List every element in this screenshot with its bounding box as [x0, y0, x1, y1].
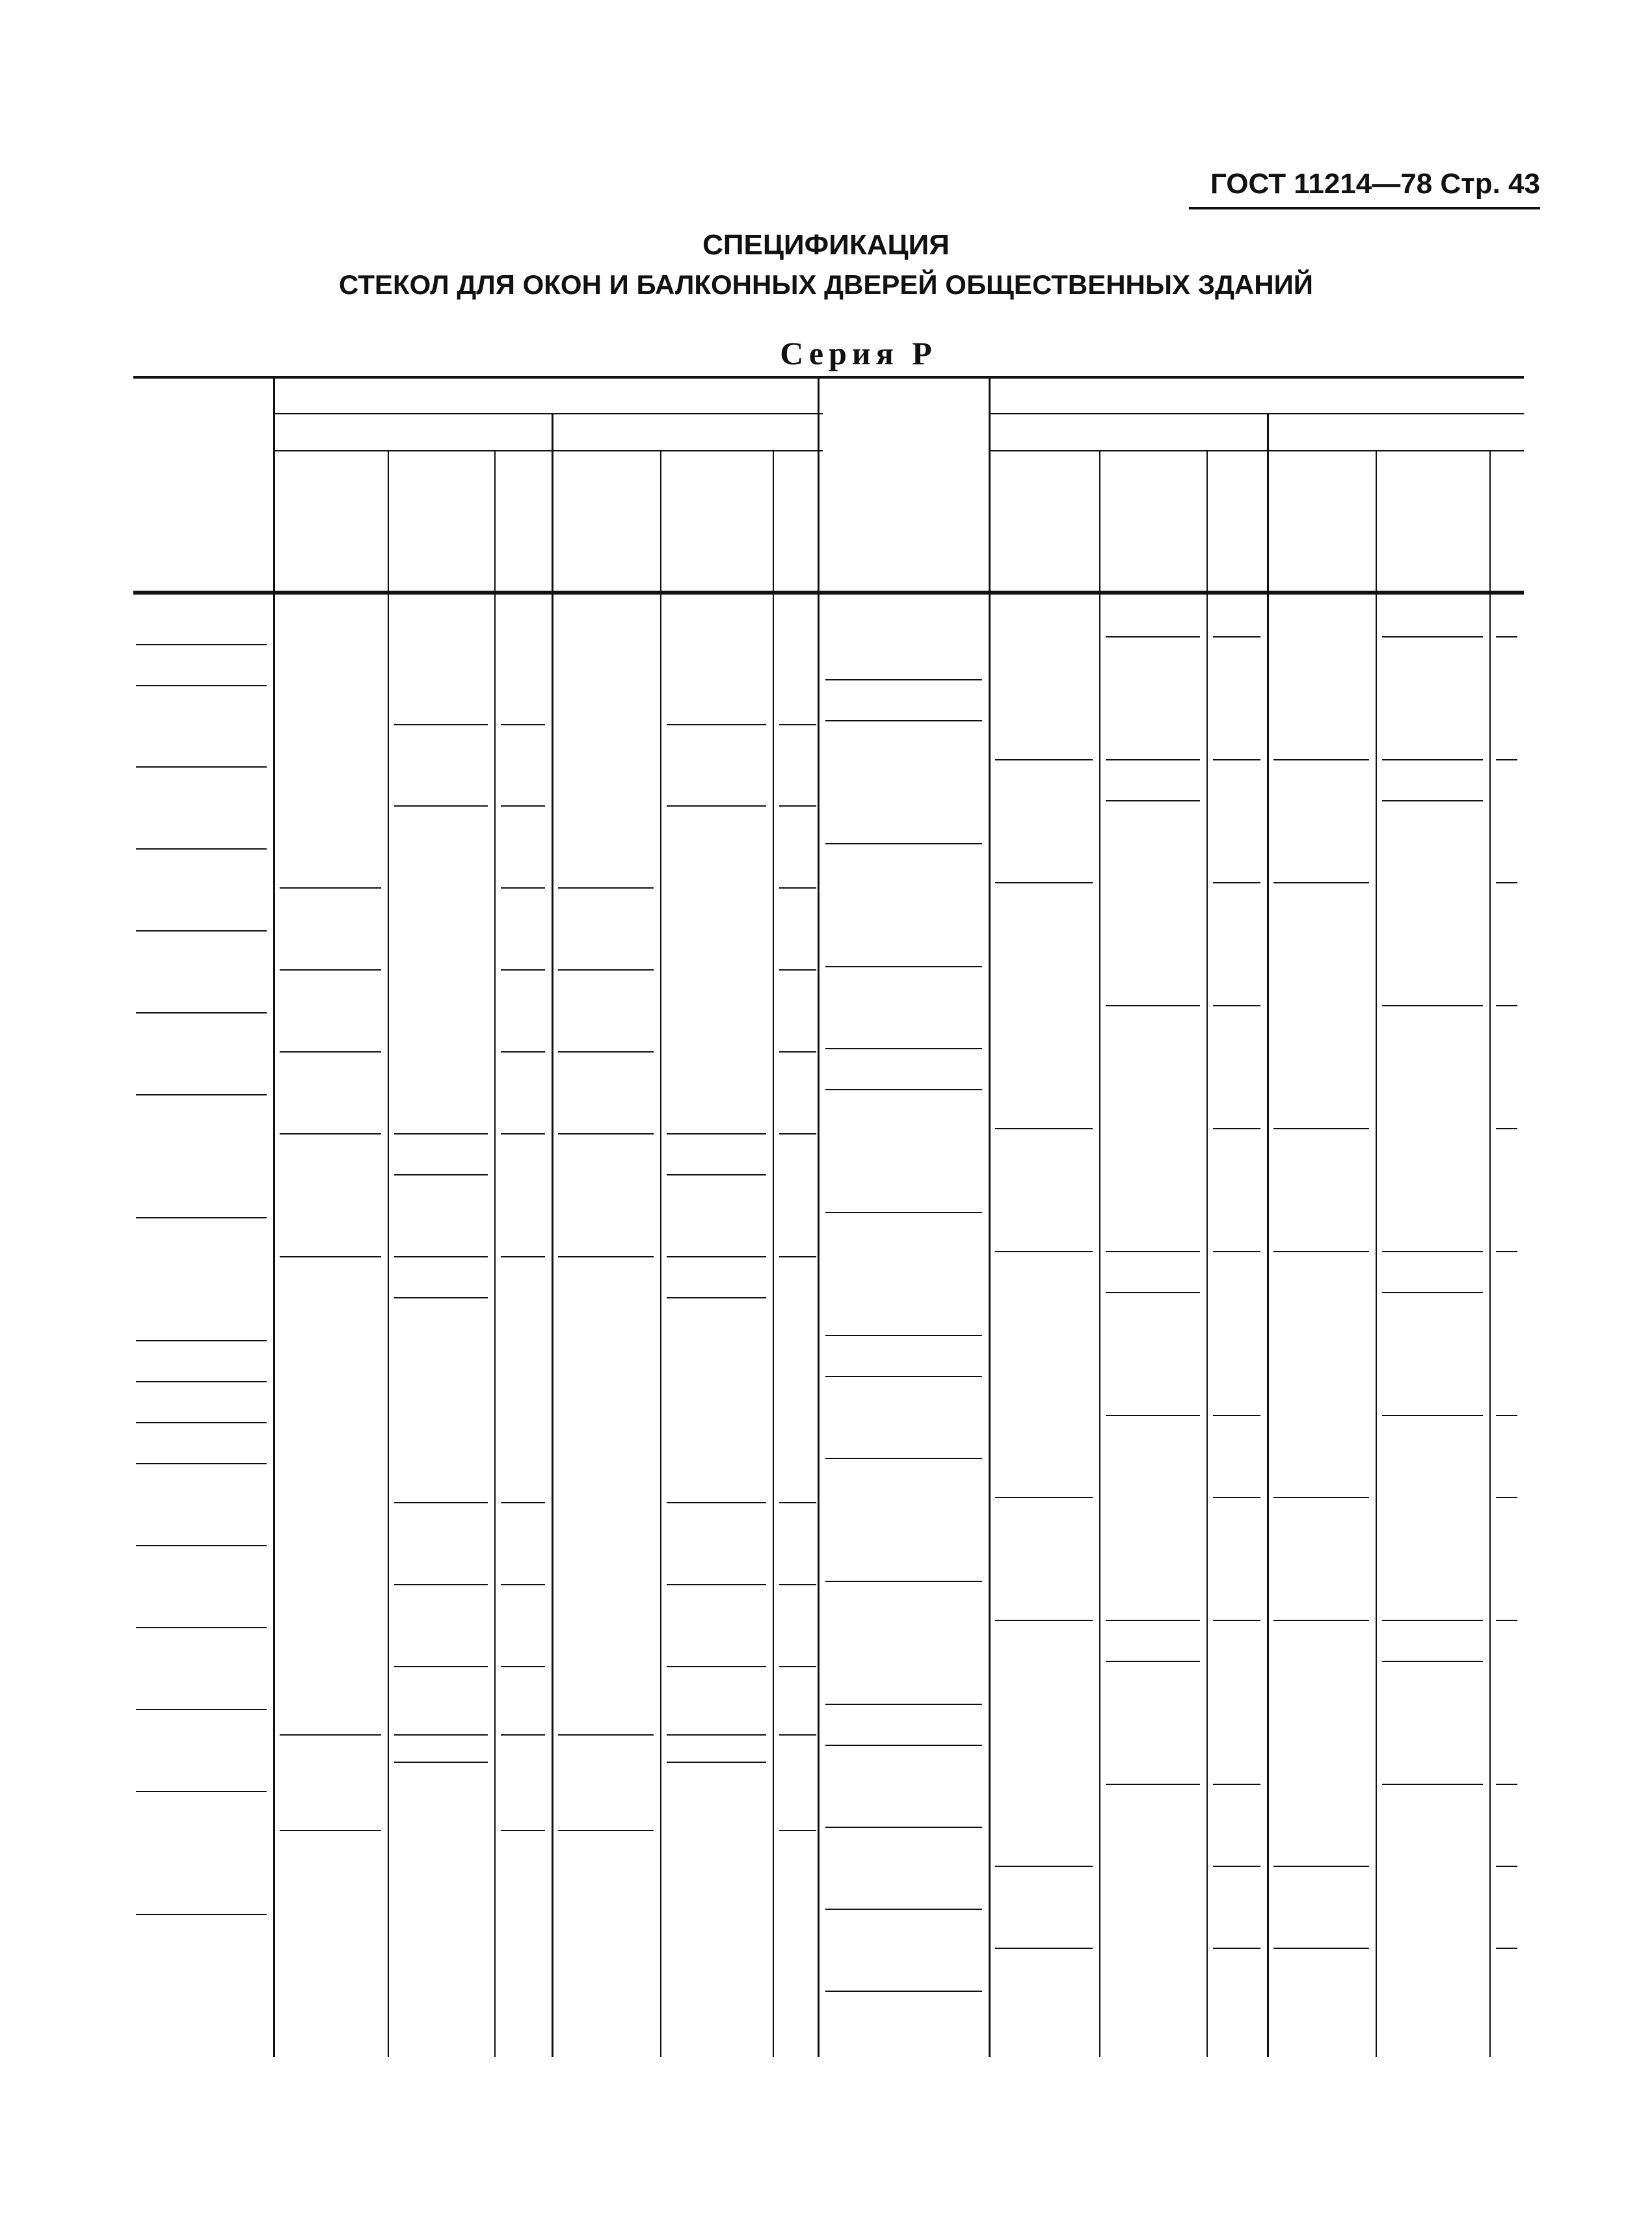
rule	[1382, 636, 1483, 638]
rule	[1382, 1005, 1483, 1006]
page-header: ГОСТ 11214—78 Стр. 43	[1210, 168, 1540, 200]
rule	[501, 887, 545, 889]
rule	[1496, 1005, 1517, 1006]
rule	[995, 1497, 1093, 1498]
rule	[136, 848, 267, 850]
rule	[280, 1830, 381, 1831]
rule	[501, 724, 545, 725]
rule	[394, 1502, 488, 1503]
rule	[1273, 1251, 1369, 1252]
rule	[394, 724, 488, 725]
rule	[1213, 1948, 1260, 1949]
rule	[1213, 759, 1260, 760]
rule	[667, 1502, 766, 1503]
rule	[1496, 1415, 1517, 1416]
rule	[825, 1827, 982, 1828]
rule	[1382, 1292, 1483, 1293]
rule	[136, 1217, 267, 1218]
rule	[1267, 413, 1269, 2057]
rule	[825, 1704, 982, 1705]
rule	[1206, 450, 1208, 2057]
rule	[280, 887, 381, 889]
rule	[494, 450, 496, 2057]
rule	[136, 1094, 267, 1095]
rule	[989, 413, 1524, 414]
rule	[133, 591, 1524, 595]
rule	[667, 1256, 766, 1257]
rule	[1496, 1620, 1517, 1621]
rule	[136, 1627, 267, 1628]
rule	[558, 1051, 654, 1053]
rule	[136, 1422, 267, 1423]
rule	[1106, 1251, 1200, 1252]
rule	[779, 1502, 816, 1503]
rule	[825, 1745, 982, 1746]
rule	[825, 1991, 982, 1992]
rule	[995, 1620, 1093, 1621]
rule	[280, 1256, 381, 1257]
rule	[989, 376, 991, 2057]
rule	[825, 1909, 982, 1910]
rule	[1106, 1292, 1200, 1293]
rule	[1496, 1251, 1517, 1252]
title-line-1: СПЕЦИФИКАЦИЯ	[702, 229, 950, 261]
rule	[667, 805, 766, 807]
rule	[558, 969, 654, 971]
rule	[552, 450, 823, 451]
rule	[501, 805, 545, 807]
rule	[1496, 636, 1517, 638]
rule	[779, 969, 816, 971]
rule	[136, 930, 267, 932]
rule	[1376, 450, 1377, 2057]
rule	[501, 1051, 545, 1053]
rule	[667, 1297, 766, 1298]
rule	[667, 1133, 766, 1134]
rule	[667, 1174, 766, 1175]
rule	[1106, 1661, 1200, 1662]
rule	[1106, 1784, 1200, 1785]
rule	[136, 685, 267, 686]
rule	[394, 1297, 488, 1298]
rule	[273, 376, 275, 2057]
rule	[136, 766, 267, 768]
rule	[779, 1734, 816, 1736]
rule	[273, 450, 552, 451]
rule	[825, 1581, 982, 1582]
rule	[1106, 759, 1200, 760]
rule	[1496, 1128, 1517, 1129]
rule	[501, 1734, 545, 1736]
rule	[552, 413, 553, 2057]
rule	[825, 966, 982, 967]
rule	[501, 1256, 545, 1257]
rule	[1382, 1784, 1483, 1785]
rule	[1273, 1620, 1369, 1621]
rule	[1213, 882, 1260, 883]
rule	[1213, 1620, 1260, 1621]
rule	[1273, 1948, 1369, 1949]
rule	[825, 843, 982, 844]
rule	[1273, 1128, 1369, 1129]
rule	[136, 1709, 267, 1710]
rule	[779, 1830, 816, 1831]
rule	[825, 1376, 982, 1377]
rule	[779, 805, 816, 807]
rule	[558, 1133, 654, 1134]
rule	[1106, 1005, 1200, 1006]
rule	[773, 450, 774, 2057]
rule	[1496, 882, 1517, 883]
rule	[1213, 1866, 1260, 1867]
rule	[1213, 1415, 1260, 1416]
rule	[667, 1762, 766, 1763]
rule	[1273, 1497, 1369, 1498]
rule	[1273, 882, 1369, 883]
rule	[501, 1666, 545, 1667]
rule	[995, 1128, 1093, 1129]
rule	[1382, 1661, 1483, 1662]
rule	[1273, 1866, 1369, 1867]
rule	[501, 1133, 545, 1134]
rule	[394, 1762, 488, 1763]
rule	[1106, 1415, 1200, 1416]
rule	[280, 1051, 381, 1053]
rule	[825, 1335, 982, 1336]
title-line-2: СТЕКОЛ ДЛЯ ОКОН И БАЛКОННЫХ ДВЕРЕЙ ОБЩЕСТВЕННЫХ ЗДАНИЙ	[339, 269, 1313, 300]
rule	[1382, 759, 1483, 760]
rule	[825, 1212, 982, 1213]
rule	[995, 1866, 1093, 1867]
rule	[667, 1584, 766, 1585]
rule	[989, 450, 1267, 451]
rule	[779, 887, 816, 889]
rule	[1382, 1251, 1483, 1252]
rule	[136, 1012, 267, 1013]
rule	[501, 1502, 545, 1503]
rule	[558, 887, 654, 889]
rule	[558, 1256, 654, 1257]
rule	[1106, 636, 1200, 638]
rule	[280, 1133, 381, 1134]
rule	[779, 1584, 816, 1585]
rule	[818, 376, 819, 2057]
rule	[388, 450, 389, 2057]
series-title: Серия Р	[780, 335, 937, 371]
rule	[558, 1830, 654, 1831]
rule	[779, 1256, 816, 1257]
rule	[779, 1666, 816, 1667]
rule	[1099, 450, 1100, 2057]
rule	[394, 1666, 488, 1667]
rule	[825, 679, 982, 680]
rule	[667, 724, 766, 725]
rule	[394, 1584, 488, 1585]
rule	[995, 1251, 1093, 1252]
header-rule	[1189, 207, 1540, 209]
rule	[779, 1133, 816, 1134]
rule	[1496, 759, 1517, 760]
rule	[501, 969, 545, 971]
rule	[1213, 636, 1260, 638]
rule	[280, 969, 381, 971]
rule	[273, 413, 823, 414]
rule	[558, 1734, 654, 1736]
rule	[1382, 1415, 1483, 1416]
rule	[995, 882, 1093, 883]
rule	[1496, 1784, 1517, 1785]
rule	[660, 450, 661, 2057]
rule	[136, 1340, 267, 1341]
rule	[280, 1734, 381, 1736]
rule	[1213, 1497, 1260, 1498]
rule	[825, 1458, 982, 1459]
rule	[1496, 1497, 1517, 1498]
rule	[501, 1584, 545, 1585]
rule	[1267, 450, 1524, 451]
rule	[1213, 1784, 1260, 1785]
rule	[501, 1830, 545, 1831]
rule	[1496, 1948, 1517, 1949]
rule	[1106, 1620, 1200, 1621]
rule	[1382, 800, 1483, 801]
rule	[825, 1048, 982, 1049]
rule	[995, 1948, 1093, 1949]
rule	[667, 1666, 766, 1667]
rule	[394, 1174, 488, 1175]
rule	[1213, 1128, 1260, 1129]
rule	[1213, 1005, 1260, 1006]
rule	[1382, 1620, 1483, 1621]
rule	[779, 1051, 816, 1053]
rule	[136, 1381, 267, 1382]
rule	[394, 1133, 488, 1134]
rule	[779, 724, 816, 725]
rule	[825, 720, 982, 721]
rule	[394, 1256, 488, 1257]
rule	[136, 1545, 267, 1546]
rule	[995, 759, 1093, 760]
rule	[1489, 450, 1491, 2057]
rule	[667, 1734, 766, 1736]
rule	[133, 376, 1524, 379]
rule	[136, 644, 267, 645]
rule	[394, 1734, 488, 1736]
rule	[1273, 759, 1369, 760]
rule	[825, 1089, 982, 1090]
rule	[1213, 1251, 1260, 1252]
rule	[136, 1914, 267, 1915]
rule	[136, 1463, 267, 1464]
rule	[1496, 1866, 1517, 1867]
rule	[1106, 800, 1200, 801]
rule	[394, 805, 488, 807]
rule	[136, 1791, 267, 1792]
